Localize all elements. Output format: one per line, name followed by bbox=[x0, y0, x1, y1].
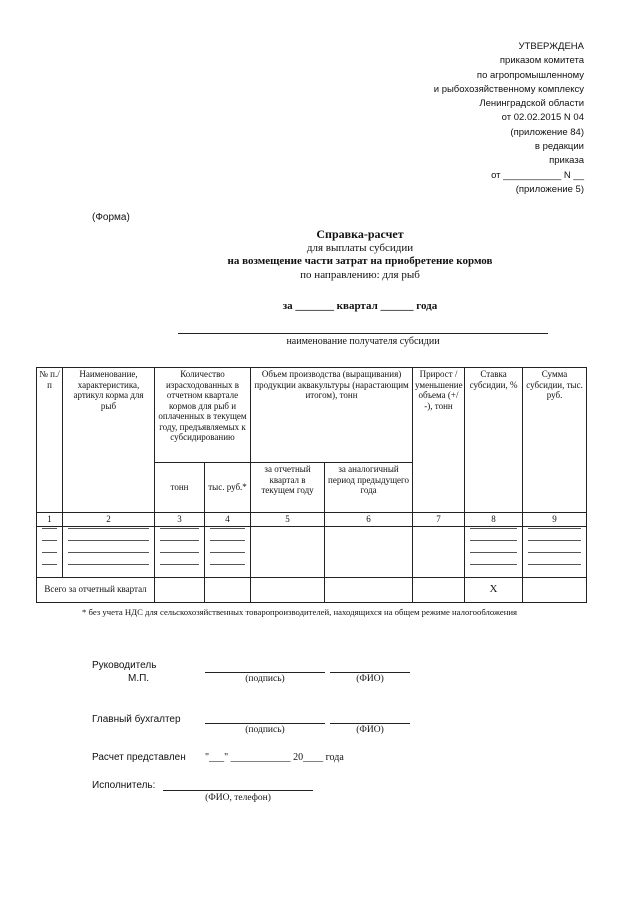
cell-growth[interactable] bbox=[413, 526, 465, 577]
column-number: 8 bbox=[465, 513, 523, 527]
cell-current-quarter[interactable] bbox=[251, 526, 325, 577]
cell-name[interactable] bbox=[63, 526, 155, 577]
header-name: Наименование, характеристика, артикул корма для рыб bbox=[63, 368, 155, 513]
column-number: 2 bbox=[63, 513, 155, 527]
total-thousand-rub[interactable] bbox=[205, 577, 251, 602]
recipient-name-line[interactable] bbox=[178, 333, 548, 334]
header-current-quarter: за отчетный квартал в текущем году bbox=[251, 463, 325, 513]
approval-line: от 02.02.2015 N 04 bbox=[501, 112, 584, 124]
approval-line: (приложение 84) bbox=[510, 126, 584, 138]
column-number: 7 bbox=[413, 513, 465, 527]
approval-block bbox=[434, 40, 584, 197]
total-sum[interactable] bbox=[523, 577, 587, 602]
subsidy-table bbox=[36, 367, 587, 603]
column-number: 5 bbox=[251, 513, 325, 527]
cell-thousand-rub[interactable] bbox=[205, 526, 251, 577]
head-label: Руководитель bbox=[92, 660, 157, 671]
column-number: 9 bbox=[523, 513, 587, 527]
header-sum: Сумма субсидии, тыс. руб. bbox=[523, 368, 587, 513]
total-row bbox=[37, 577, 587, 602]
header-rate: Ставка субсидии, % bbox=[465, 368, 523, 513]
form-label: (Форма) bbox=[92, 212, 130, 223]
submitted-label: Расчет представлен bbox=[92, 752, 186, 763]
cell-prev-period[interactable] bbox=[325, 526, 413, 577]
header-prev-period: за аналогичный период предыдущего года bbox=[325, 463, 413, 513]
accountant-signature-caption: (подпись) bbox=[245, 725, 285, 735]
approval-line: (приложение 5) bbox=[515, 183, 584, 195]
title-purpose: на возмещение части затрат на приобретение кормов bbox=[227, 255, 493, 267]
header-tons: тонн bbox=[155, 463, 205, 513]
approval-line: приказа bbox=[549, 155, 584, 167]
mp-label: М.П. bbox=[128, 673, 150, 684]
cell-sum[interactable] bbox=[523, 526, 587, 577]
total-rate-mark: Х bbox=[465, 577, 523, 602]
cell-num[interactable] bbox=[37, 526, 63, 577]
total-prev-period[interactable] bbox=[325, 577, 413, 602]
head-signature-caption: (подпись) bbox=[245, 674, 285, 684]
approval-line: приказом комитета bbox=[499, 55, 584, 67]
head-fio-caption: (ФИО) bbox=[356, 674, 384, 684]
executor-label: Исполнитель: bbox=[92, 780, 156, 791]
submitted-date[interactable]: "___" ____________ 20____ года bbox=[205, 752, 344, 763]
total-label: Всего за отчетный квартал bbox=[37, 577, 155, 602]
title-direction: по направлению: для рыб bbox=[300, 268, 420, 281]
approval-line: Ленинградской области bbox=[479, 98, 584, 110]
column-number: 1 bbox=[37, 513, 63, 527]
cell-rate[interactable] bbox=[465, 526, 523, 577]
total-tons[interactable] bbox=[155, 577, 205, 602]
column-number: 4 bbox=[205, 513, 251, 527]
recipient-caption: наименование получателя субсидии bbox=[286, 336, 440, 347]
accountant-label: Главный бухгалтер bbox=[92, 714, 181, 725]
accountant-signature-line[interactable] bbox=[205, 723, 325, 724]
executor-line[interactable] bbox=[163, 790, 313, 791]
header-num: № п./п bbox=[37, 368, 63, 513]
cell-tons[interactable] bbox=[155, 526, 205, 577]
approval-line: УТВЕРЖДЕНА bbox=[518, 41, 584, 52]
header-volume: Объем производства (выращивания) продукции аквакультуры (нарастающим итогом), тонн bbox=[251, 368, 413, 463]
approval-line: от ___________ N __ bbox=[491, 169, 584, 181]
executor-caption: (ФИО, телефон) bbox=[205, 793, 271, 803]
column-number: 6 bbox=[325, 513, 413, 527]
title-main: Справка-расчет bbox=[316, 227, 404, 241]
title-subtitle: для выплаты субсидии bbox=[306, 241, 414, 254]
header-thousand-rub: тыс. руб.* bbox=[205, 463, 251, 513]
column-number: 3 bbox=[155, 513, 205, 527]
accountant-fio-caption: (ФИО) bbox=[356, 725, 384, 735]
header-growth: Прирост /уменьшение объема (+/ -), тонн bbox=[413, 368, 465, 513]
quarter-line: за _______ квартал ______ года bbox=[282, 300, 438, 312]
total-current-quarter[interactable] bbox=[251, 577, 325, 602]
approval-line: в редакции bbox=[534, 141, 584, 153]
document-title bbox=[100, 228, 620, 282]
header-quantity: Количество израсходованных в отчетном квартале кормов для рыб и оплаченных в текущем году, предъявляемых к субсидированию bbox=[155, 368, 251, 463]
head-fio-line[interactable] bbox=[330, 672, 410, 673]
head-signature-line[interactable] bbox=[205, 672, 325, 673]
accountant-fio-line[interactable] bbox=[330, 723, 410, 724]
footnote: * без учета НДС для сельскохозяйственных товаропроизводителей, находящихся на общем режиме налогообложения bbox=[82, 607, 518, 617]
approval-line: и рыбохозяйственному комплексу bbox=[433, 83, 584, 95]
total-growth[interactable] bbox=[413, 577, 465, 602]
table-row bbox=[37, 526, 587, 577]
approval-line: по агропромышленному bbox=[476, 69, 584, 81]
